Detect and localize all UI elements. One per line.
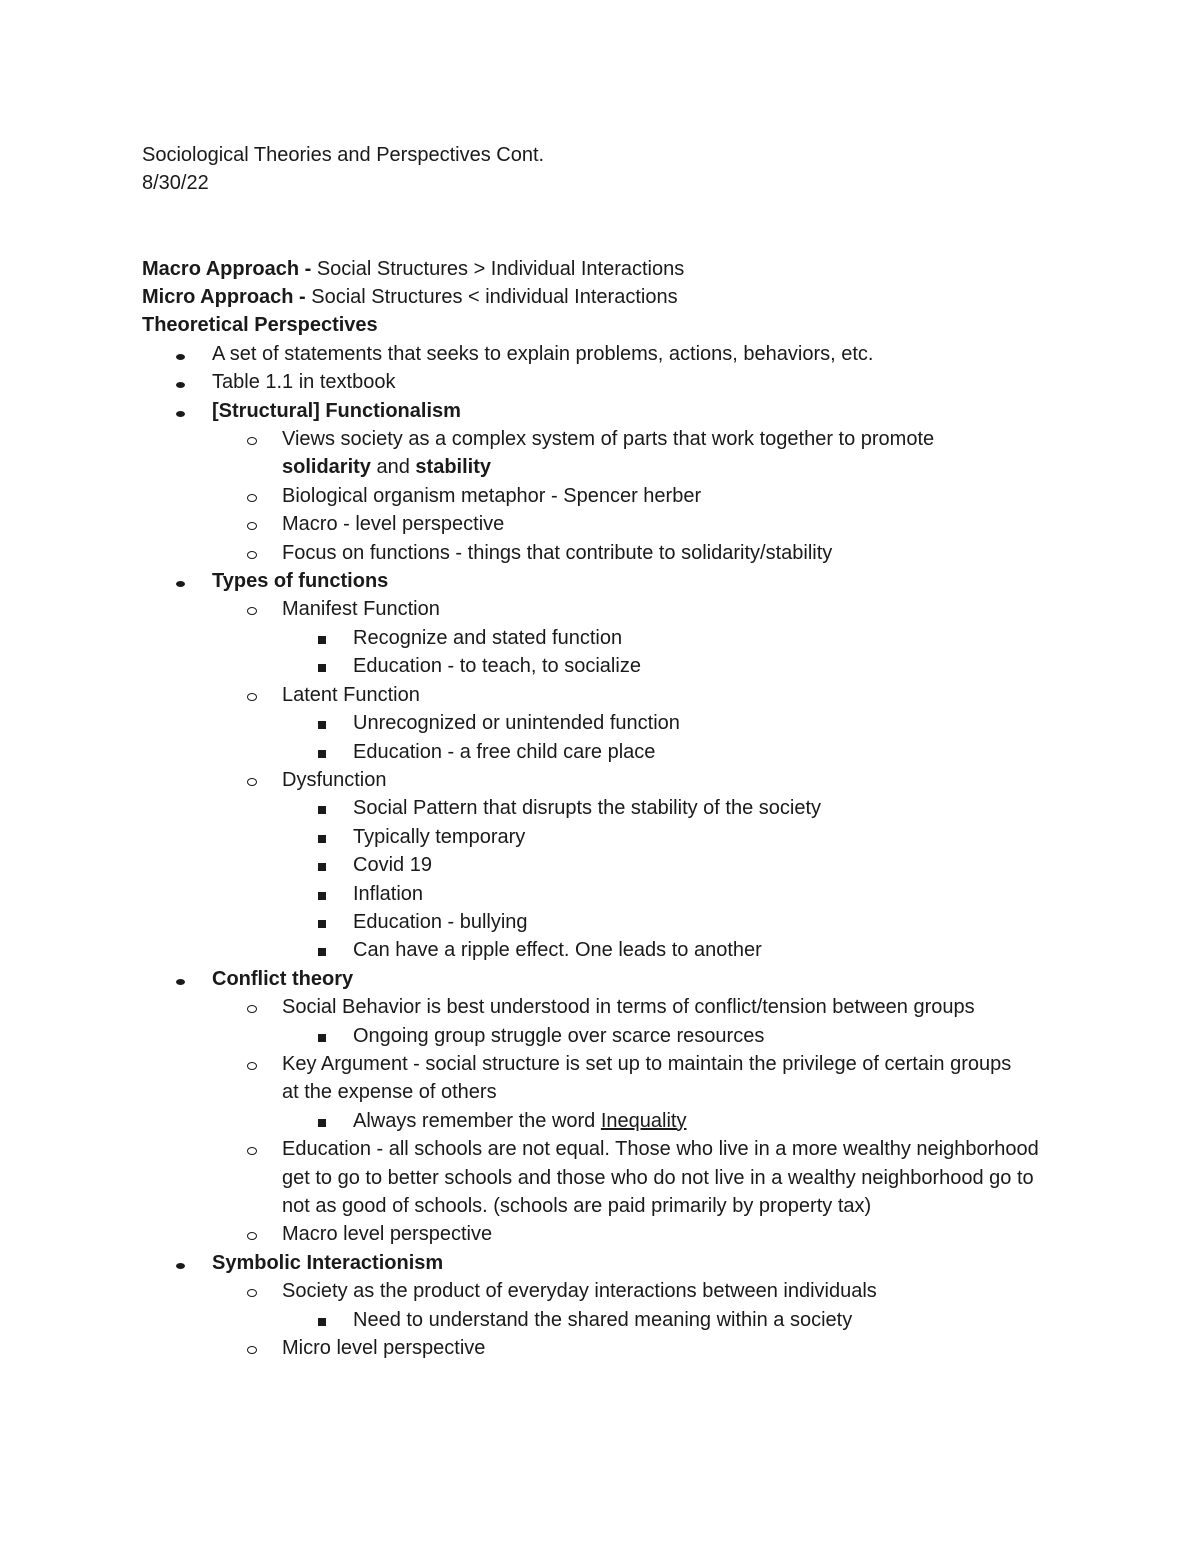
macro-approach-line xyxy=(142,255,1082,283)
bullet-circle-icon xyxy=(247,1050,257,1078)
list-item: Focus on functions - things that contribute to solidarity/stability xyxy=(142,539,1082,567)
micro-approach-label: Micro Approach - xyxy=(142,286,306,309)
list-item: Always remember the word Inequality xyxy=(142,1107,1082,1135)
list-item: A set of statements that seeks to explain problems, actions, behaviors, etc. xyxy=(142,340,1082,368)
list-item: Manifest Function xyxy=(142,595,1082,623)
list-item: Social Behavior is best understood in terms of conflict/tension between groups xyxy=(142,993,1082,1021)
bullet-circle-icon xyxy=(247,766,257,794)
symbolic-interactionism-heading: Symbolic Interactionism xyxy=(142,1249,1082,1277)
bullet-dot-icon xyxy=(176,965,185,993)
theoretical-perspectives-heading: Theoretical Perspectives xyxy=(142,314,378,337)
macro-approach-text: Social Structures > Individual Interactions xyxy=(311,257,685,280)
bullet-circle-icon xyxy=(247,1277,257,1305)
types-of-functions-heading: Types of functions xyxy=(142,567,1082,595)
outline-list xyxy=(142,340,1082,1363)
macro-approach-label: Macro Approach - xyxy=(142,257,312,280)
bullet-circle-icon xyxy=(247,482,257,510)
bullet-dot-icon xyxy=(176,1249,185,1277)
list-item: Ongoing group struggle over scarce resources xyxy=(142,1022,1082,1050)
bullet-square-icon xyxy=(318,1022,326,1050)
bullet-circle-icon xyxy=(247,1135,257,1163)
bullet-circle-icon xyxy=(247,1334,257,1362)
bullet-dot-icon xyxy=(176,368,185,396)
list-item: Macro - level perspective xyxy=(142,510,1082,538)
list-item: Recognize and stated function xyxy=(142,624,1082,652)
date: 8/30/22 xyxy=(142,172,209,195)
list-item: Education - all schools are not equal. Those who live in a more wealthy neighborhood get to go to better schools and those who do not live in a wealthy neighborhood go to not as good of schools. (schools are paid primarily by property tax) xyxy=(142,1135,1057,1220)
micro-approach-text: Social Structures < individual Interactions xyxy=(305,286,678,309)
list-item: Unrecognized or unintended function xyxy=(142,709,1082,737)
bullet-square-icon xyxy=(318,908,326,936)
list-item: Can have a ripple effect. One leads to another xyxy=(142,936,1082,964)
list-item: Need to understand the shared meaning within a society xyxy=(142,1306,1082,1334)
bullet-dot-icon xyxy=(176,397,185,425)
list-item: Key Argument - social structure is set up to maintain the privilege of certain groups at the expense of others xyxy=(142,1050,1012,1107)
bullet-square-icon xyxy=(318,738,326,766)
list-item: Views society as a complex system of parts that work together to promote solidarity and stability xyxy=(142,425,1082,482)
list-item: Macro level perspective xyxy=(142,1220,1082,1248)
list-item: Latent Function xyxy=(142,681,1082,709)
functionalism-heading: [Structural] Functionalism xyxy=(142,397,1082,425)
bullet-square-icon xyxy=(318,851,326,879)
conflict-theory-heading: Conflict theory xyxy=(142,965,1082,993)
bullet-square-icon xyxy=(318,794,326,822)
bullet-circle-icon xyxy=(247,681,257,709)
bullet-dot-icon xyxy=(176,567,185,595)
bullet-circle-icon xyxy=(247,595,257,623)
bullet-square-icon xyxy=(318,823,326,851)
bullet-circle-icon xyxy=(247,510,257,538)
list-item: Micro level perspective xyxy=(142,1334,1082,1362)
title-block xyxy=(142,141,1082,198)
bullet-circle-icon xyxy=(247,539,257,567)
bullet-square-icon xyxy=(318,936,326,964)
bullet-square-icon xyxy=(318,1107,326,1135)
bullet-circle-icon xyxy=(247,425,257,453)
document-page xyxy=(142,141,1082,1362)
list-item: Social Pattern that disrupts the stability of the society xyxy=(142,794,1082,822)
bullet-dot-icon xyxy=(176,340,185,368)
list-item: Biological organism metaphor - Spencer herber xyxy=(142,482,1082,510)
page-title: Sociological Theories and Perspectives Cont. xyxy=(142,144,545,166)
list-item: Society as the product of everyday interactions between individuals xyxy=(142,1277,1082,1305)
bullet-square-icon xyxy=(318,880,326,908)
bullet-square-icon xyxy=(318,652,326,680)
inequality-link-text: Inequality xyxy=(600,1109,687,1132)
list-item: Inflation xyxy=(142,880,1082,908)
list-item: Covid 19 xyxy=(142,851,1082,879)
list-item: Education - to teach, to socialize xyxy=(142,652,1082,680)
list-item: Education - bullying xyxy=(142,908,1082,936)
list-item: Table 1.1 in textbook xyxy=(142,368,1082,396)
bullet-circle-icon xyxy=(247,1220,257,1248)
list-item: Education - a free child care place xyxy=(142,738,1082,766)
bullet-square-icon xyxy=(318,1306,326,1334)
list-item: Dysfunction xyxy=(142,766,1082,794)
micro-approach-line xyxy=(142,283,1082,311)
bullet-circle-icon xyxy=(247,993,257,1021)
bullet-square-icon xyxy=(318,709,326,737)
list-item: Typically temporary xyxy=(142,823,1082,851)
bullet-square-icon xyxy=(318,624,326,652)
